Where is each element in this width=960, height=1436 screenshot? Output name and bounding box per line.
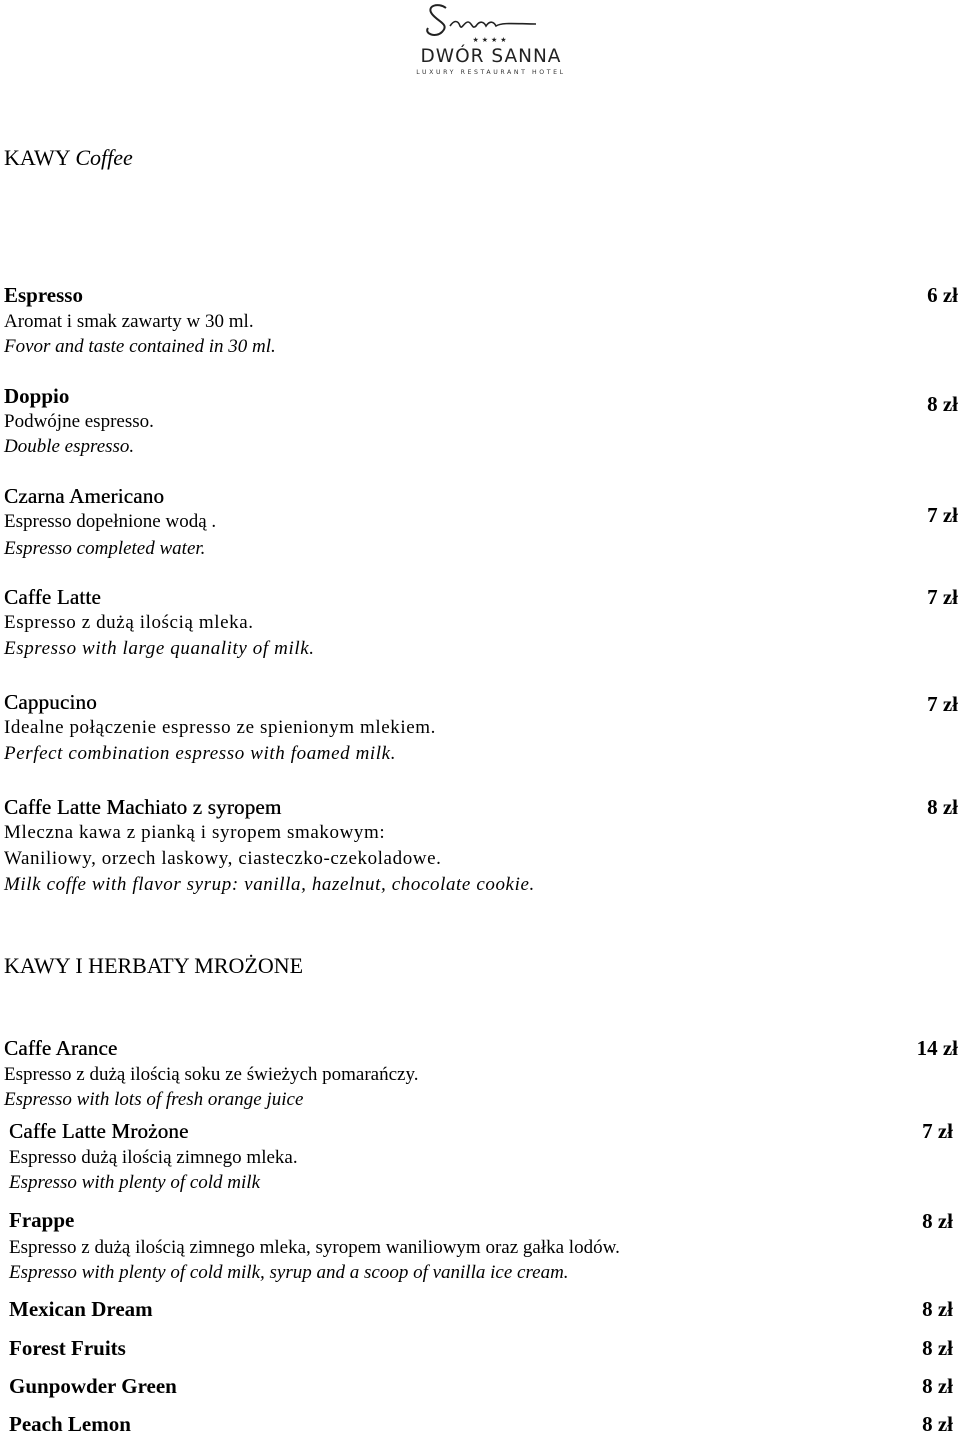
menu-item-name: Frappe <box>9 1208 75 1232</box>
menu-item-name: Czarna Americano <box>4 484 165 508</box>
menu-item-desc-en: Espresso with lots of fresh orange juice <box>4 1089 304 1110</box>
menu-item-desc-en: Espresso with large quanality of milk. <box>4 638 315 659</box>
menu-item-desc-en: Perfect combination espresso with foamed milk. <box>4 743 397 764</box>
menu-item-name: Forest Fruits <box>9 1336 126 1360</box>
section-title-iced: KAWY I HERBATY MROŻONE <box>4 953 304 978</box>
menu-item-desc-pl: Aromat i smak zawarty w 30 ml. <box>4 311 254 332</box>
menu-item-price: 8 zł <box>922 1374 953 1398</box>
menu-item-name: Mexican Dream <box>9 1297 153 1321</box>
menu-item-desc-pl-2: Waniliowy, orzech laskowy, ciasteczko-czekoladowe. <box>4 848 442 869</box>
menu-item-name: Gunpowder Green <box>9 1374 177 1398</box>
menu-item-desc-en: Fovor and taste contained in 30 ml. <box>4 336 276 357</box>
section-title-en: Coffee <box>75 145 133 170</box>
menu-item-price: 8 zł <box>922 1412 953 1436</box>
menu-item-desc-pl: Espresso z dużą ilością mleka. <box>4 612 254 633</box>
menu-item-name: Caffe Arance <box>4 1036 118 1060</box>
menu-item-desc-pl: Podwójne espresso. <box>4 411 154 432</box>
menu-item-price: 14 zł <box>916 1036 958 1060</box>
menu-item-desc-en: Espresso completed water. <box>4 538 206 559</box>
section-title-coffee <box>4 147 133 169</box>
menu-item-desc-pl: Mleczna kawa z pianką i syropem smakowym: <box>4 822 386 843</box>
menu-item-price: 6 zł <box>927 283 958 307</box>
signature-logo-icon <box>398 0 584 40</box>
menu-item-name: Peach Lemon <box>9 1412 131 1436</box>
menu-item-desc-pl: Espresso dużą ilością zimnego mleka. <box>9 1147 298 1168</box>
menu-item-price: 8 zł <box>927 795 958 819</box>
hotel-logo <box>398 0 584 80</box>
logo-tagline: LUXURY RESTAURANT HOTEL <box>416 69 566 76</box>
menu-item-desc-pl: Espresso dopełnione wodą . <box>4 511 217 532</box>
menu-item-desc-en: Espresso with plenty of cold milk <box>9 1172 261 1193</box>
menu-item-desc-pl: Espresso z dużą ilością zimnego mleka, syropem waniliowym oraz gałka lodów. <box>9 1237 620 1258</box>
menu-item-price: 7 zł <box>922 1119 953 1143</box>
menu-item-desc-pl: Espresso z dużą ilością soku ze świeżych pomarańczy. <box>4 1064 419 1085</box>
menu-item-name: Caffe Latte Machiato z syropem <box>4 795 282 819</box>
menu-item-name: Doppio <box>4 384 70 408</box>
menu-item-desc-pl: Idealne połączenie espresso ze spienionym mlekiem. <box>4 717 437 738</box>
menu-item-price: 7 zł <box>927 585 958 609</box>
menu-item-price: 8 zł <box>927 392 958 416</box>
logo-name: DWÓR SANNA <box>420 46 562 67</box>
menu-item-price: 7 zł <box>927 503 958 527</box>
menu-item-name: Cappucino <box>4 690 97 714</box>
menu-item-name: Caffe Latte Mrożone <box>9 1119 189 1143</box>
menu-item-name: Caffe Latte <box>4 585 101 609</box>
menu-item-desc-en: Double espresso. <box>4 436 135 457</box>
menu-item-price: 8 zł <box>922 1336 953 1360</box>
menu-item-name: Espresso <box>4 283 83 307</box>
menu-item-desc-en: Milk coffe with flavor syrup: vanilla, hazelnut, chocolate cookie. <box>4 874 535 895</box>
logo-stars: ★★★★ <box>472 36 510 44</box>
section-title-pl: KAWY <box>4 145 70 170</box>
menu-item-price: 7 zł <box>927 692 958 716</box>
menu-item-price: 8 zł <box>922 1297 953 1321</box>
menu-item-desc-en: Espresso with plenty of cold milk, syrup and a scoop of vanilla ice cream. <box>9 1262 569 1283</box>
menu-item-price: 8 zł <box>922 1209 953 1233</box>
